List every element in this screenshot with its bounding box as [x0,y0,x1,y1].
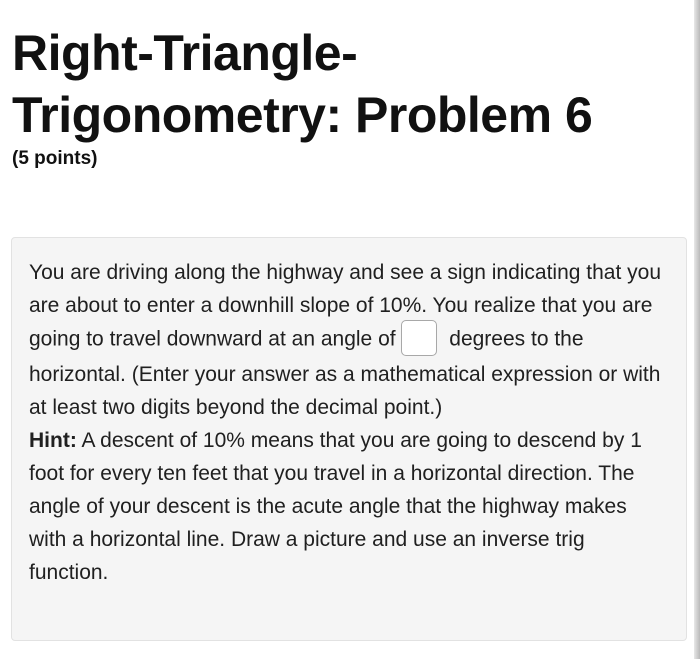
title-line-1: Right-Triangle- [12,25,358,81]
hint-label: Hint: [29,429,77,452]
scrollbar-edge [694,0,700,659]
answer-input[interactable] [401,320,437,356]
problem-text-after: degrees to the horizontal. (Enter your answer as a mathematical expression or with at least two digits beyond the decimal point.) [29,327,661,419]
hint-text: A descent of 10% means that you are going to descend by 1 foot for every ten feet that you travel in a horizontal direction. The angle of your descent is the acute angle that the highway makes with a horizontal line. Draw a picture and use an inverse trig function. [29,429,642,584]
page-title [12,22,652,146]
title-line-2: Trigonometry: Problem 6 [12,87,593,143]
problem-text-intro: You are driving along the highway and see a sign indicating that you are about to enter a downhill slope of 10%. You realize that you are going to travel downward at an angle of [29,261,661,351]
problem-box [11,237,687,641]
problem-header [12,22,652,172]
points-label: (5 points) [12,148,98,169]
